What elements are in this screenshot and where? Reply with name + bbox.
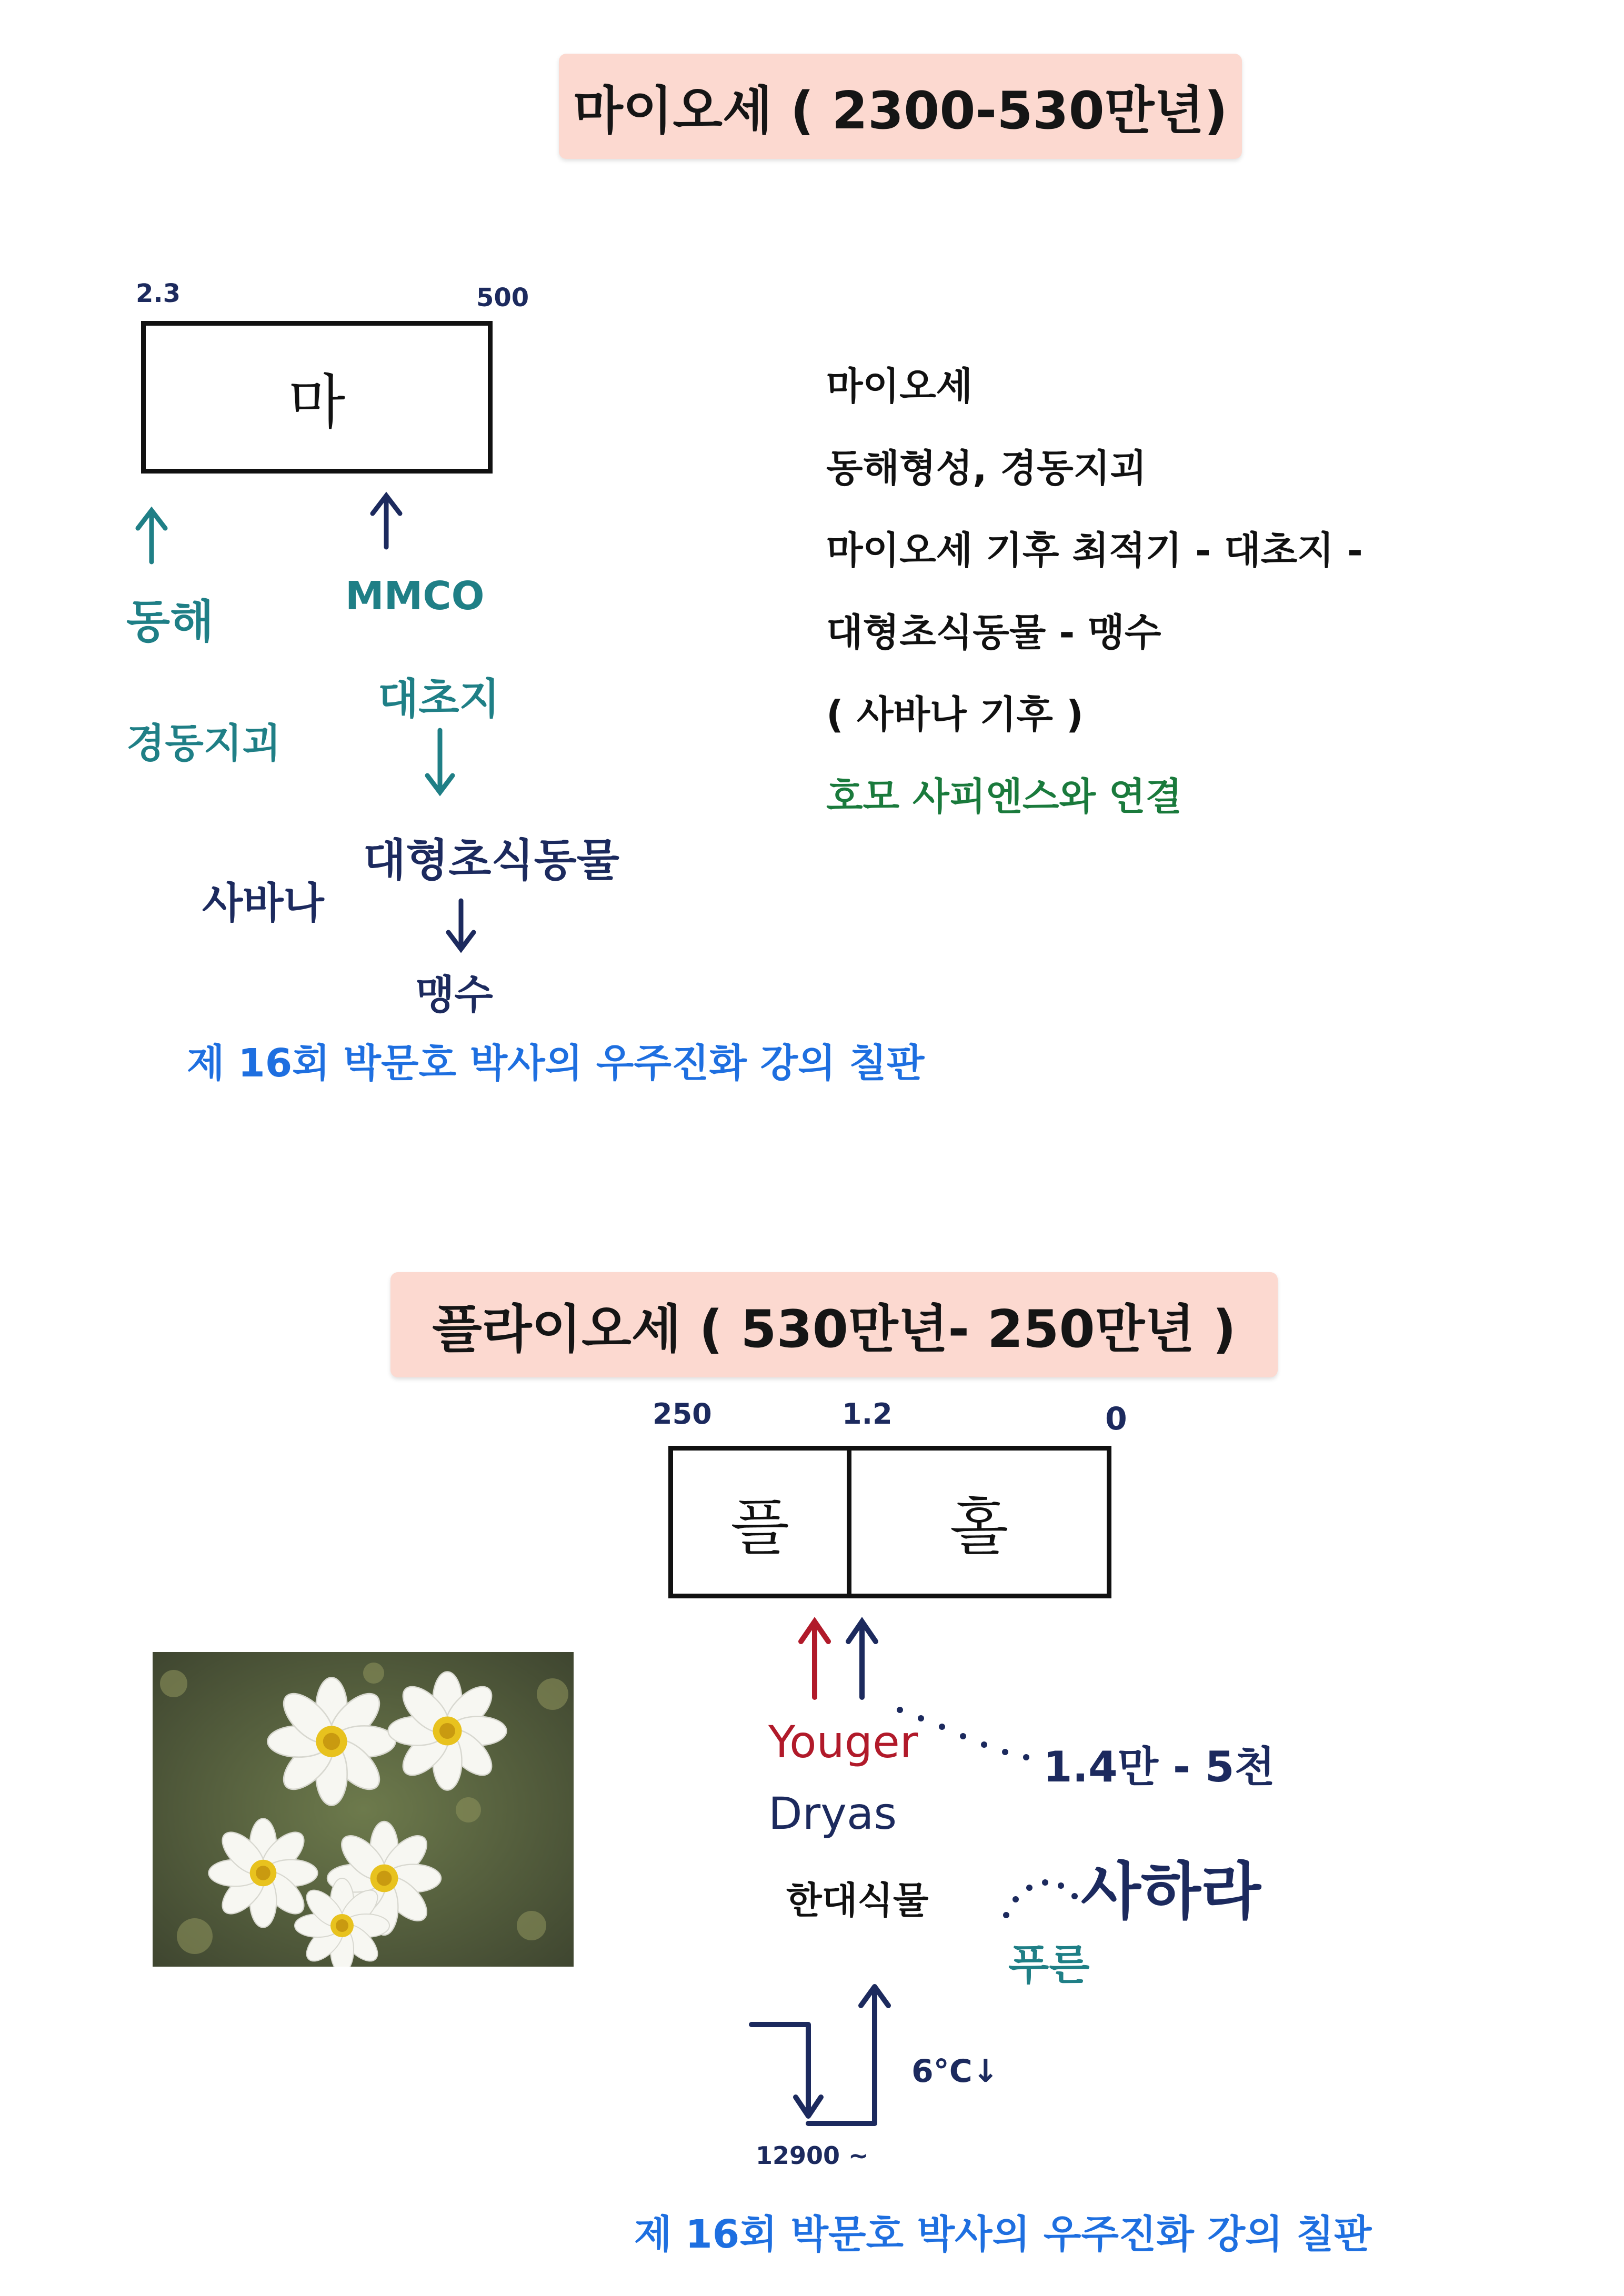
sketch-gyeongdong-label: 경동지괴	[126, 720, 281, 767]
sketch-range-label: 1.4만 - 5천	[1043, 1743, 1275, 1791]
section1-caption: 제 16회 박문호 박사의 우주진화 강의 칠판	[187, 1041, 925, 1086]
timeline1-start-label: 2.3	[136, 279, 181, 308]
timeline1-box-label: 마	[288, 368, 346, 437]
sketch-arctic-plant-label: 한대식물	[786, 1879, 929, 1922]
timeline2-holocene-cell	[851, 1451, 1107, 1594]
timeline2-pliocene-cell	[673, 1451, 851, 1594]
sketch-green-label: 푸른	[1008, 1940, 1090, 1989]
timeline2-left-label: 250	[653, 1397, 712, 1431]
timeline2-right-label: 0	[1105, 1401, 1127, 1437]
note-line: ( 사바나 기후 )	[826, 692, 1084, 737]
sketch-east-sea-label: 동해	[126, 596, 214, 648]
sketch-grassland-label: 대초지	[378, 674, 500, 723]
flowers-illustration	[153, 1652, 574, 1967]
sketch-younger-label: Youger	[768, 1716, 918, 1768]
note-line: 마이오세 기후 최적기 - 대초지 -	[826, 528, 1363, 572]
timeline2-left-box-label: 플	[730, 1492, 790, 1563]
timeline1-end-label: 500	[476, 283, 529, 313]
section1-title: 마이오세 ( 2300-530만년)	[559, 54, 1242, 159]
timeline2-box	[668, 1446, 1111, 1598]
section2-title: 플라이오세 ( 530만년- 250만년 )	[390, 1272, 1278, 1377]
sketch-dryas-label: Dryas	[768, 1788, 897, 1839]
note-line-highlight: 호모 사피엔스와 연결	[826, 774, 1182, 819]
sketch-savanna-label: 사바나	[202, 879, 324, 928]
timeline2-right-box-label: 홀	[949, 1492, 1009, 1563]
note-line: 대형초식동물 - 맹수	[826, 610, 1161, 654]
note-line: 동해형성, 경동지괴	[826, 446, 1147, 490]
section1-notes	[826, 358, 1589, 850]
sketch-mmco-label: MMCO	[345, 573, 485, 619]
note-line: 마이오세	[826, 364, 973, 408]
sketch-year-label: 12900 ~	[756, 2141, 869, 2170]
timeline1-box	[141, 321, 493, 474]
sketch-sahara-label: 사하라	[1081, 1855, 1261, 1928]
section2-caption: 제 16회 박문호 박사의 우주진화 강의 칠판	[634, 2212, 1372, 2257]
timeline2-mid-label: 1.2	[842, 1397, 893, 1431]
white-flowers-photo	[153, 1652, 574, 1967]
sketch-predator-label: 맹수	[416, 971, 493, 1018]
sketch-herbivore-label: 대형초식동물	[363, 834, 619, 886]
sketch-temp-drop-label: 6°C↓	[911, 2053, 999, 2090]
